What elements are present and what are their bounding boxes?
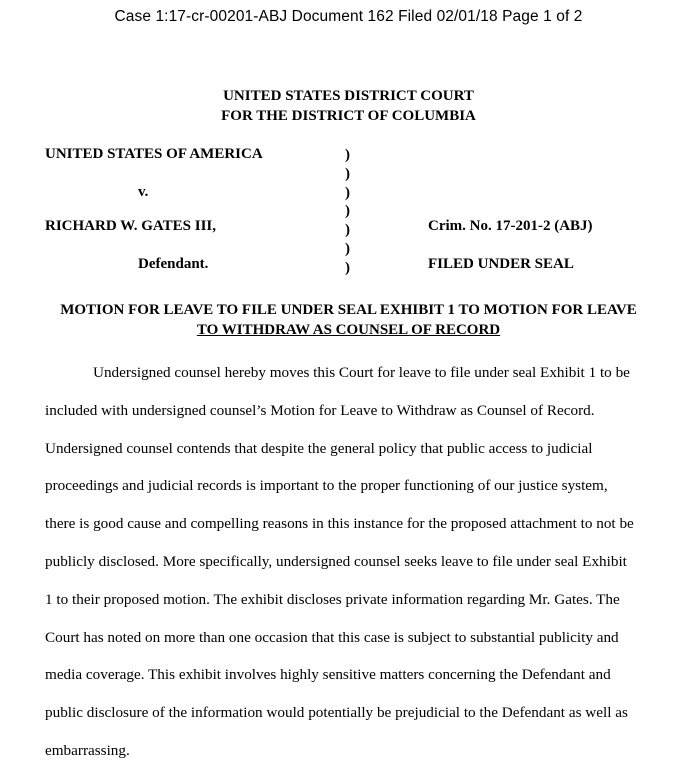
case-caption: [0, 142, 697, 282]
body-line: embarrassing.: [45, 741, 130, 759]
body-line: Undersigned counsel hereby moves this Court for leave to file under seal Exhibit 1 to be: [93, 364, 630, 381]
plaintiff-name: UNITED STATES OF AMERICA: [45, 146, 263, 162]
body-line: there is good cause and compelling reasons in this instance for the proposed attachment to not be: [45, 515, 634, 533]
filed-under-seal-notice: FILED UNDER SEAL: [428, 256, 574, 272]
versus-label: v.: [138, 184, 149, 200]
caption-paren: ): [345, 147, 350, 163]
caption-paren: ): [345, 184, 350, 201]
caption-paren: ): [345, 259, 350, 276]
body-line: media coverage. This exhibit involves highly sensitive matters concerning the Defendant and: [45, 666, 611, 684]
motion-title-line1: MOTION FOR LEAVE TO FILE UNDER SEAL EXHIBIT 1 TO MOTION FOR LEAVE: [60, 302, 637, 318]
body-line: Undersigned counsel contends that despite the general policy that public access to judicial: [45, 439, 593, 457]
body-line: Court has noted on more than one occasion that this case is subject to substantial publicity and: [45, 628, 619, 646]
body-line: 1 to their proposed motion. The exhibit discloses private information regarding Mr. Gates. The: [45, 590, 620, 608]
motion-body: [45, 354, 662, 770]
defendant-name: RICHARD W. GATES III,: [45, 218, 217, 234]
motion-title: [0, 300, 697, 340]
caption-paren: ): [345, 165, 350, 182]
ecf-header-stamp: Case 1:17-cr-00201-ABJ Document 162 Filed 02/01/18 Page 1 of 2: [114, 8, 583, 25]
court-heading-line1: UNITED STATES DISTRICT COURT: [223, 88, 474, 104]
caption-paren: ): [345, 240, 350, 257]
body-line: publicly disclosed. More specifically, undersigned counsel seeks leave to file under seal Exhibit: [45, 552, 627, 570]
court-heading-line2: FOR THE DISTRICT OF COLUMBIA: [221, 108, 476, 124]
court-heading: [0, 86, 697, 126]
caption-paren: ): [345, 203, 350, 220]
motion-title-line2: TO WITHDRAW AS COUNSEL OF RECORD: [196, 322, 501, 338]
body-line: public disclosure of the information would potentially be prejudicial to the Defendant as well as: [45, 704, 628, 722]
caption-paren: ): [345, 222, 350, 239]
case-number: Crim. No. 17-201-2 (ABJ): [428, 218, 593, 234]
body-line: proceedings and judicial records is important to the proper functioning of our justice system,: [45, 477, 608, 495]
caption-parenthesis-column: [345, 146, 350, 278]
defendant-role-label: Defendant.: [138, 256, 209, 272]
body-line: included with undersigned counsel’s Motion for Leave to Withdraw as Counsel of Record.: [45, 401, 595, 419]
